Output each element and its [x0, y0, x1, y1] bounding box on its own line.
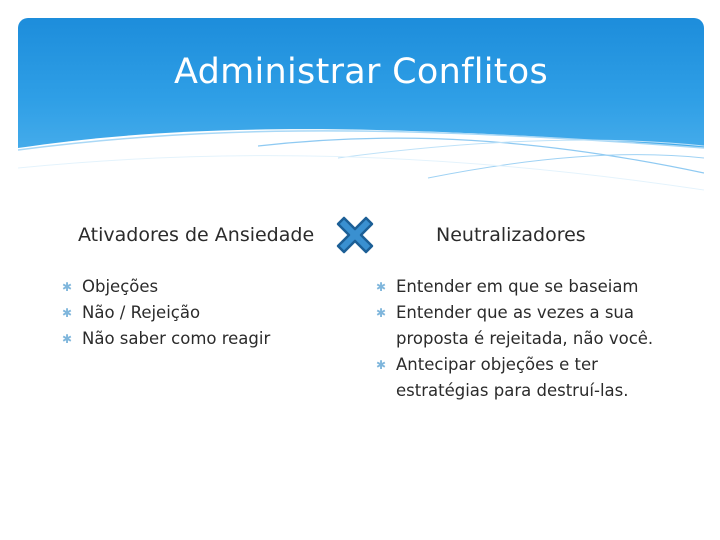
list-item	[62, 326, 332, 352]
list-item	[376, 274, 676, 300]
list-item	[62, 274, 332, 300]
x-cross-icon	[334, 214, 376, 256]
title-banner	[18, 18, 704, 200]
asterisk-bullet-icon: ✱	[376, 280, 387, 294]
list-item-text: Antecipar objeções e ter estratégias para destruí-las.	[396, 355, 629, 400]
left-column-heading: Ativadores de Ansiedade	[78, 224, 315, 246]
list-item-text: Entender que as vezes a sua proposta é rejeitada, não você.	[396, 303, 654, 348]
right-column-heading: Neutralizadores	[436, 224, 586, 246]
asterisk-bullet-icon: ✱	[62, 306, 73, 320]
asterisk-bullet-icon: ✱	[376, 306, 387, 320]
list-item-text: Não / Rejeição	[82, 303, 201, 322]
asterisk-bullet-icon: ✱	[62, 332, 73, 346]
list-item	[376, 352, 676, 404]
list-item	[62, 300, 332, 326]
list-item-text: Objeções	[82, 277, 159, 296]
list-item-text: Entender em que se baseiam	[396, 277, 639, 296]
asterisk-bullet-icon: ✱	[62, 280, 73, 294]
banner-wave-decoration	[18, 18, 704, 200]
right-bullet-list	[376, 274, 676, 404]
list-item-text: Não saber como reagir	[82, 329, 271, 348]
asterisk-bullet-icon: ✱	[376, 358, 387, 372]
list-item	[376, 300, 676, 352]
left-bullet-list	[62, 274, 332, 352]
page-title: Administrar Conflitos	[173, 52, 549, 92]
